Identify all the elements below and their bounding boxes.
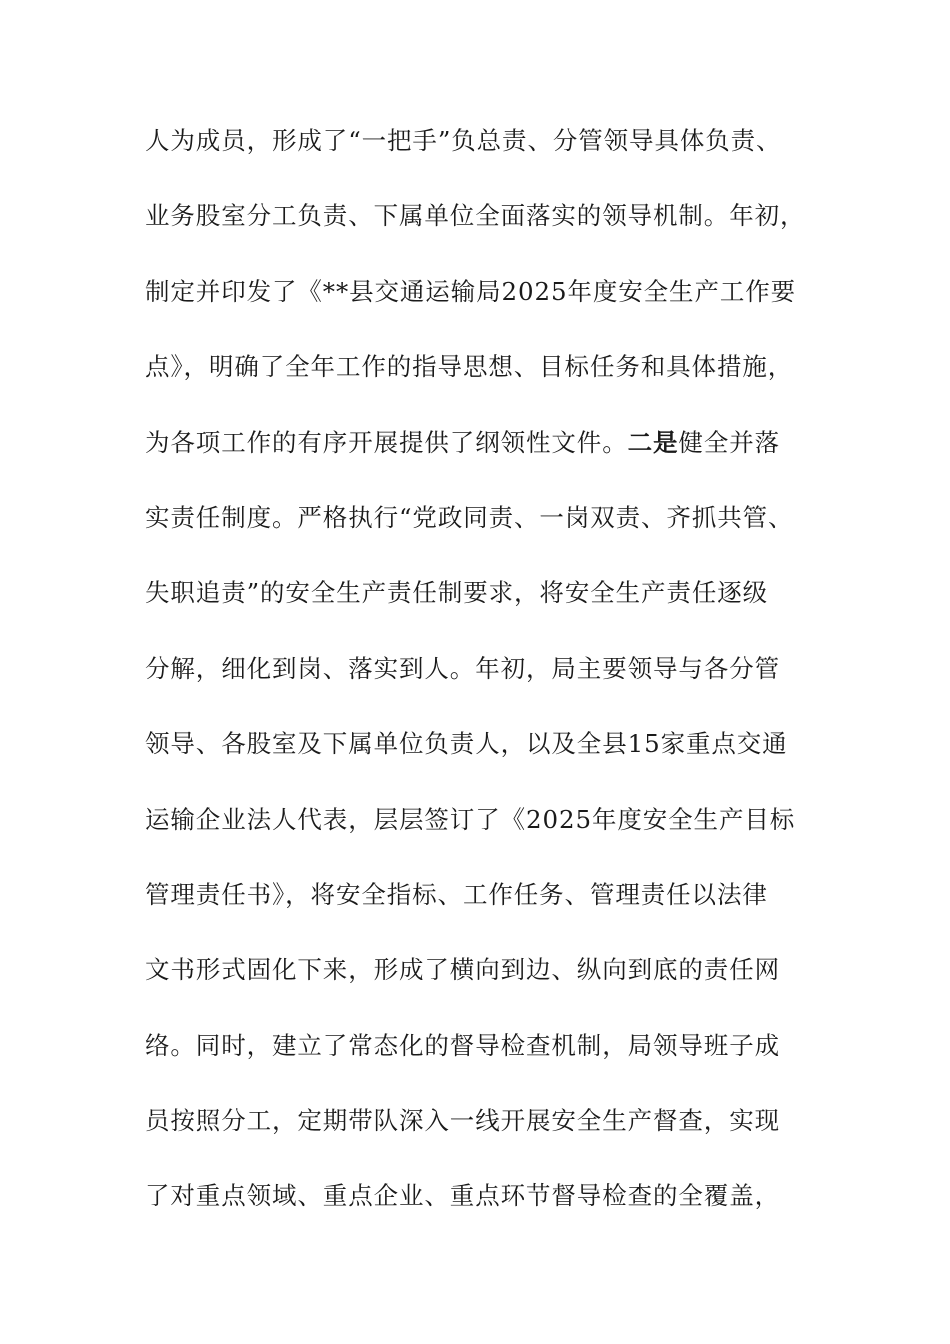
text-run: 实责任制度。严格执行“党政同责、一岗双责、齐抓共管、 [145,502,794,532]
text-line [145,1172,815,1247]
text-run: 了对重点领域、重点企业、重点环节督导检查的全覆盖， [145,1181,780,1211]
text-run: 为各项工作的有序开展提供了纲领性文件。 [145,427,628,457]
text-run: 人为成员，形成了“一把手”负总责、分管领导具体负责、 [145,126,782,155]
text-line [145,268,815,343]
text-line [145,117,815,192]
text-run: 领导、各股室及下属单位负责人，以及全县15家重点交通 [145,729,788,759]
text-line [145,494,815,569]
text-line [145,720,815,795]
text-line [145,871,815,946]
text-run: 健全并落 [678,427,781,457]
text-run: 点》，明确了全年工作的指导思想、目标任务和具体措施， [145,352,794,382]
text-line [145,796,815,871]
bold-heading-run: 二是 [627,427,679,457]
text-run: 失职追责”的安全生产责任制要求，将安全生产责任逐级 [145,578,769,608]
text-run: 业务股室分工负责、下属单位全面落实的领导机制。年初， [145,201,806,231]
text-line [145,192,815,267]
text-run: 制定并印发了《**县交通运输局2025年度安全生产工作要 [145,276,797,306]
text-line [145,1022,815,1097]
text-line [145,645,815,720]
text-run: 管理责任书》，将安全指标、工作任务、管理责任以法律 [145,879,768,909]
text-line [145,343,815,418]
text-line [145,946,815,1021]
text-line [145,1097,815,1172]
text-run: 文书形式固化下来，形成了横向到边、纵向到底的责任网 [145,955,780,985]
text-line [145,569,815,644]
body-paragraph [145,117,815,1248]
text-run: 络。同时，建立了常态化的督导检查机制，局领导班子成 [145,1030,780,1060]
text-line [145,419,815,494]
text-run: 分解，细化到岗、落实到人。年初，局主要领导与各分管 [145,653,780,683]
text-run: 运输企业法人代表，层层签订了《2025年度安全生产目标 [145,804,796,834]
text-run: 员按照分工，定期带队深入一线开展安全生产督查，实现 [145,1106,780,1136]
